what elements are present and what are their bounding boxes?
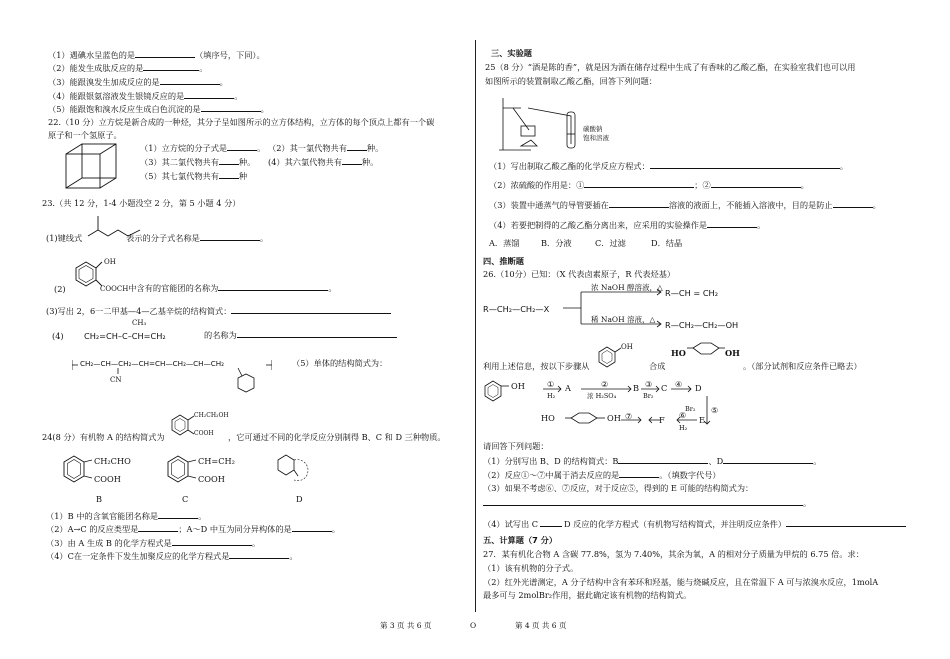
- q24-c-top: CH=CH₂: [198, 456, 235, 466]
- q27-sub-2a: （2）红外光谱测定，A 分子结构中含有苯环和羟基，能与烧碱反应，且在常温下 A 可与浓溴水反应，1molA: [483, 577, 879, 587]
- q26-reactant: R—CH₂—CH₂—X: [483, 304, 550, 314]
- route-oh-1: OH: [511, 381, 525, 391]
- section-4-title: 四、推断题: [483, 256, 524, 266]
- q26-use-1: 利用上述信息，按以下步骤从: [483, 361, 590, 371]
- route-node-d: D: [695, 383, 702, 393]
- cyclohexanediol-target: [687, 342, 727, 366]
- route-oh-2: OH: [607, 413, 621, 423]
- q21-item-2: （2）能发生成肽反应的是 。: [48, 63, 208, 73]
- q24-b-top: CH₂CHO: [94, 456, 131, 466]
- q23-5-text: （5）单体的结构简式为：: [292, 358, 388, 368]
- route-step-3: ③: [645, 379, 653, 389]
- q22-stem-1: 22.（10 分）立方烷是新合成的一种烃，其分子呈如图所示的立方体结构，立方体的每个顶点上都有一个碳: [48, 117, 435, 127]
- q25-stem-1: 25（8 分）“酒是陈的香”，就是因为酒在储存过程中生成了有香味的乙酸乙酯，在实验室我们也可以用: [485, 62, 856, 72]
- q22-sub-3: （3）其二氯代物共有 种。: [140, 157, 256, 167]
- apparatus-label-2: 饱和溶液: [583, 134, 609, 142]
- q25-option-d: D．结晶: [651, 238, 683, 248]
- q23-5-cn: CN: [110, 376, 122, 384]
- q21-item-5: （5）能跟饱和溴水反应生成白色沉淀的是 。: [48, 104, 269, 114]
- route-ho-2: HO: [541, 413, 555, 423]
- ester-apparatus-figure: [491, 88, 631, 154]
- q23-3: (3)写出 2，6一二甲基—4—乙基辛烷的结构简式：: [46, 305, 391, 317]
- right-column: [475, 0, 950, 659]
- q23-4-text: 的名称为: [204, 329, 397, 341]
- q22-stem-2: 原子和一个氢原子。: [48, 130, 122, 140]
- route-step-4: ④: [675, 379, 683, 389]
- q24-sub-3: （3）由 A 生成 B 的化学方程式是 。: [46, 538, 261, 548]
- q26-sub-3-blank: 。: [483, 497, 811, 509]
- q25-option-b: B．分液: [541, 238, 572, 248]
- q26-stem: 26.（10分）已知：（X 代表卤素原子，R 代表烃基）: [483, 269, 676, 279]
- q23-4-ch3: CH₃: [132, 319, 147, 327]
- q22-sub-4: (4）其六氯代物共有 种。: [268, 157, 379, 167]
- q24-sub-1: （1）B 中的含氧官能团名称是 。: [46, 511, 207, 521]
- q24-sub-4: （4）C在一定条件下发生加聚反应的化学方程式是 。: [46, 551, 298, 561]
- q22-sub-5: （5）其七氯代物共有 种: [140, 171, 248, 181]
- q26-product-2: R—CH₂—CH₂—OH: [665, 320, 739, 330]
- q22-sub-1: （1）立方烷的分子式是 。: [140, 143, 266, 153]
- section-5-title: 五、计算题（7 分）: [483, 535, 558, 545]
- q23-2-label: (2): [54, 284, 66, 294]
- q27-stem: 27．某有机化合物 A 含碳 77.8%，氢为 7.40%，其余为氧，A 的相对分子质量为甲烷的 6.75 倍。求：: [483, 549, 864, 559]
- cube-figure: [62, 140, 122, 192]
- page-number-right: 第 4 页 共 6 页: [515, 621, 567, 630]
- route-h2-1: H₂: [547, 392, 556, 400]
- q23-4-formula: CH₂=CH–C–CH=CH₂: [84, 331, 166, 341]
- q23-2-oh: OH: [104, 258, 116, 266]
- route-step-6: ⑥: [679, 410, 687, 420]
- compound-d-figure: [272, 450, 322, 496]
- q23-4-label: (4): [52, 331, 64, 341]
- q26-use-2: 合成: [649, 361, 666, 371]
- q24-c-bot: COOH: [198, 474, 225, 484]
- q24-stem-end: ，它可通过不同的化学反应分别制得 B、C 和 D 三种物质。: [228, 432, 446, 442]
- q24-sub-2: （2）A→C 的反应类型是 ；A～D 中互为同分异构体的是 。: [46, 524, 340, 534]
- q24-label-d: D: [296, 494, 303, 504]
- q26-sub-3: （3）如果不考虑⑥、⑦反应，对于反应⑤，得到的 E 可能的结构简式为：: [483, 483, 754, 493]
- q23-2-text: COOCH中含有的官能团的名称为 。: [100, 283, 337, 293]
- q24-b-bot: COOH: [94, 474, 121, 484]
- route-h2-6: H₂: [679, 424, 688, 432]
- q26-use-3: 。（部分试剂和反应条件已略去）: [743, 361, 862, 371]
- q25-sub-1: （1）写出制取乙酸乙酯的化学反应方程式： 。: [489, 161, 848, 171]
- q21-item-3: （3）能跟溴发生加成反应的是 。: [48, 77, 228, 87]
- q26-sub-1: （1）分别写出 B、D 的结构简式：B 、D 。: [483, 456, 822, 466]
- route-node-c: C: [661, 383, 668, 393]
- route-node-a: A: [565, 383, 571, 393]
- apparatus-label-1: 碳酸钠: [583, 125, 603, 133]
- q24-a-top: CH₂CH₂OH: [194, 412, 229, 419]
- q24-label-c: C: [182, 494, 189, 504]
- route-step-7: ⑦: [625, 411, 633, 421]
- q25-sub-3: （3）装置中通蒸气的导管要插在 溶液的液面上，不能插入溶液中，目的是防止 。: [489, 200, 881, 210]
- section-3-title: 三、实验题: [491, 48, 532, 58]
- route-br2-3: Br₂: [643, 392, 654, 400]
- q23-5-chain: CH₂—CH—CH₂—CH=CH—CH₂—CH—CH₂: [80, 359, 225, 368]
- q25-stem-2: 如图所示的装置制取乙酸乙酯，回答下列问题：: [485, 76, 657, 86]
- q26-sub-2: （2）反应①～⑦中属于消去反应的是 。（填数字代号）: [483, 470, 721, 480]
- q26-ask: 请回答下列问题：: [483, 441, 549, 451]
- q22-sub-2: （2）其一氯代物共有 种。: [268, 143, 384, 153]
- q23-1: (1)键线式 表示的分子式名称是 。: [46, 233, 269, 243]
- q21-item-1: （1）遇碘水呈蓝色的是 （填序号，下同）。: [48, 50, 265, 60]
- q21-item-4: （4）能跟银氨溶液发生银镜反应的是 。: [48, 91, 243, 101]
- q27-sub-1: （1）该有机物的分子式。: [483, 563, 579, 573]
- q25-option-c: C．过滤: [595, 238, 626, 248]
- route-br2-5: Br₂: [685, 405, 696, 413]
- page-number-left: 第 3 页 共 6 页: [380, 621, 432, 630]
- center-mark: O: [470, 621, 477, 630]
- route-node-f: F: [659, 415, 665, 425]
- target-ho: HO: [671, 348, 686, 358]
- q25-sub-2: （2）浓硫酸的作用是：① ；② 。: [489, 180, 809, 190]
- phenol-oh: OH: [621, 343, 633, 351]
- q26-condition-1: 浓 NaOH 醇溶液，△: [591, 283, 663, 292]
- q26-condition-2: 稀 NaOH 溶液，△: [591, 315, 656, 324]
- q27-sub-2b: 最多可与 2molBr₂作用，据此确定该有机物的结构简式。: [483, 590, 692, 600]
- route-cond-2: 浓 H₂SO₄: [587, 392, 617, 400]
- q25-sub-4: （4）若要把制得的乙酸乙酯分离出来，应采用的实验操作是 。: [489, 220, 766, 230]
- q24-label-b: B: [96, 494, 103, 504]
- route-step-2: ②: [601, 379, 609, 389]
- route-step-5: ⑤: [711, 405, 719, 415]
- q24-a-cooh: COOH: [194, 430, 214, 437]
- q25-option-a: A．蒸馏: [489, 238, 520, 248]
- q26-product-1: R—CH = CH₂: [665, 288, 718, 298]
- route-node-e: E: [699, 415, 705, 425]
- target-oh: OH: [725, 348, 740, 358]
- q26-sub-4: （4）试写出 C D 反应的化学方程式（有机物写结构简式，并注明反应条件）: [483, 518, 906, 530]
- q23-head: 23.（共 12 分，1-4 小题没空 2 分，第 5 小题 4 分）: [42, 198, 241, 208]
- route-step-1: ①: [547, 379, 555, 389]
- q24-stem: 24(8 分）有机物 A 的结构简式为: [42, 432, 165, 442]
- route-node-b: B: [633, 383, 640, 393]
